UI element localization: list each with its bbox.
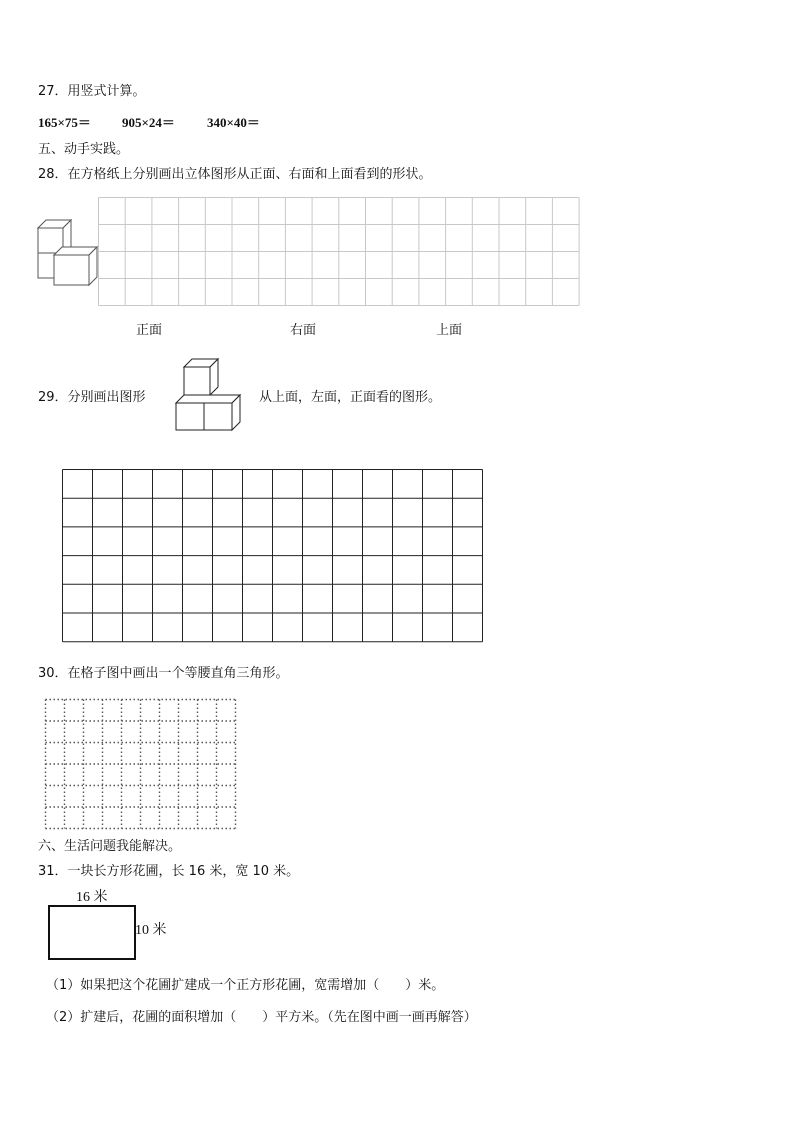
q30-title: 30．在格子图中画出一个等腰直角三角形。 bbox=[38, 666, 289, 681]
q27-expr-1: 165×75＝ bbox=[38, 115, 91, 130]
q28-label-top: 上面 bbox=[436, 323, 463, 338]
q28-label-front: 正面 bbox=[136, 323, 163, 338]
q31-length-label: 16 米 bbox=[76, 890, 108, 905]
q28-grid[interactable] bbox=[98, 197, 580, 310]
q29-title-right: 从上面，左面，正面看的图形。 bbox=[259, 390, 442, 405]
q27-expr-2: 905×24＝ bbox=[122, 115, 175, 130]
q27-title: 27．用竖式计算。 bbox=[38, 84, 146, 99]
q31-part-2: （2）扩建后，花圃的面积增加（ ）平方米。（先在图中画一画再解答） bbox=[46, 1010, 477, 1025]
grid28-lines bbox=[98, 197, 580, 306]
q31-title: 31．一块长方形花圃，长 16 米，宽 10 米。 bbox=[38, 864, 300, 879]
section-6-title: 六、生活问题我能解决。 bbox=[38, 839, 182, 854]
section-5-title: 五、动手实践。 bbox=[38, 142, 130, 157]
q28-label-right: 右面 bbox=[290, 323, 317, 338]
q29-cube-figure bbox=[174, 358, 242, 432]
q29-title-left: 29．分别画出图形 bbox=[38, 390, 146, 405]
q30-dotted-grid[interactable] bbox=[45, 699, 236, 833]
q27-expr-3: 340×40＝ bbox=[207, 115, 260, 130]
q28-cube-figure bbox=[36, 214, 100, 286]
grid29-lines bbox=[62, 469, 483, 642]
q31-width-label: 10 米 bbox=[135, 923, 167, 938]
q29-grid[interactable] bbox=[62, 469, 483, 646]
q31-garden-rectangle bbox=[48, 905, 136, 960]
q31-part-1: （1）如果把这个花圃扩建成一个正方形花圃，宽需增加（ ）米。 bbox=[46, 978, 445, 993]
q28-title: 28．在方格纸上分别画出立体图形从正面、右面和上面看到的形状。 bbox=[38, 167, 432, 182]
grid30-lines bbox=[45, 699, 236, 829]
